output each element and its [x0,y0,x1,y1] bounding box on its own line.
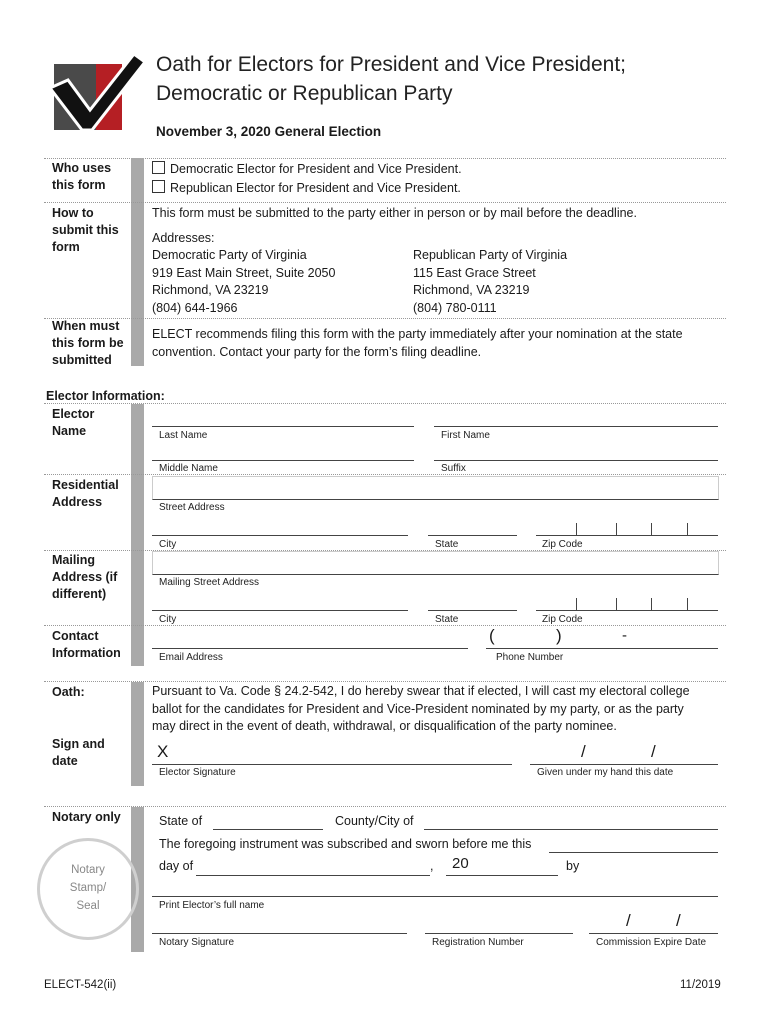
label-line: submitted [52,353,112,367]
zip-tick [687,523,688,535]
deadline-text [152,326,683,361]
address-line: Richmond, VA 23219 [413,283,530,297]
last-name-caption: Last Name [159,430,208,441]
suffix-caption: Suffix [441,463,466,474]
email-caption: Email Address [159,652,223,663]
title-line-1: Oath for Electors for President and Vice President; [156,53,627,76]
text-line: convention. Contact your party for the form’s filing deadline. [152,344,482,359]
when-must-label [52,318,124,369]
divider [44,681,726,682]
zip-tick [576,523,577,535]
zip-tick [576,598,577,610]
who-uses-label [52,160,111,194]
zip-code-field[interactable] [536,535,718,536]
page-title [156,50,626,108]
divider [44,202,726,203]
addresses-label: Addresses: [152,231,215,245]
elector-signature-field[interactable] [152,764,512,765]
elector-signature-caption: Elector Signature [159,767,236,778]
residential-address-label [52,477,119,511]
address-line: Richmond, VA 23219 [152,283,269,297]
label-line: Address (if [52,570,118,584]
mailing-address-label [52,552,117,603]
signature-x-mark: X [157,742,169,761]
label-line: Residential [52,478,119,492]
by-label: by [566,859,580,873]
address-line: Democratic Party of Virginia [152,248,307,262]
label-line: Address [52,495,103,509]
mailing-street-caption: Mailing Street Address [159,577,260,588]
foregoing-text: The foregoing instrument was subscribed and sworn before me this [159,837,532,851]
text-line: Pursuant to Va. Code § 24.2-542, I do hereby swear that if elected, I will cast my electoral college [152,684,690,698]
label-line: Mailing [52,553,96,567]
label-line: Name [52,424,87,438]
zip-code-caption: Zip Code [542,539,583,550]
registration-number-caption: Registration Number [432,937,524,948]
label-line: When must [52,319,120,333]
sign-and-date-label [52,736,105,770]
commission-expire-caption: Commission Expire Date [596,937,707,948]
label-line: this form be [52,336,124,350]
oath-text [152,683,690,736]
state-caption: State [435,539,459,550]
divider [44,474,726,475]
how-to-label [52,205,119,256]
text-line: may direct in the event of death, withdrawal, or disqualification of the party nominee. [152,719,617,733]
year-field[interactable] [446,875,558,876]
mailing-zip-field[interactable] [536,610,718,611]
contact-info-label [52,628,121,662]
zip-tick [616,598,617,610]
day-of-label: day of [159,859,194,873]
notary-seal-placeholder [37,838,139,940]
notary-only-label: Notary only [52,810,121,824]
commission-expire-field[interactable] [589,933,718,934]
republican-elector-option[interactable] [152,180,461,198]
phone-dash: - [622,627,627,644]
elector-info-heading: Elector Information: [46,389,165,403]
city-field[interactable] [152,535,408,536]
date-slash: / [651,742,656,761]
checkbox[interactable] [152,180,165,193]
middle-name-caption: Middle Name [159,463,218,474]
side-bar [131,404,144,666]
phone-caption: Phone Number [496,652,564,663]
mailing-zip-caption: Zip Code [542,614,583,625]
text-line: ELECT recommends filing this form with the party immediately after your nomination at the state [152,327,683,341]
seal-line: Stamp/ [69,882,107,894]
comma: , [430,859,434,873]
seal-line: Notary [71,864,105,876]
date-field[interactable] [530,764,718,765]
first-name-field[interactable] [434,426,718,427]
zip-tick [651,523,652,535]
commission-slash: / [626,911,631,930]
label-line: Who uses [52,161,112,175]
address-line: 115 East Grace Street [413,265,536,280]
state-of-label: State of [159,814,203,828]
side-bar [131,682,144,786]
option-label: Republican Elector for President and Vice President. [170,181,461,195]
label-line: different) [52,587,107,601]
option-label: Democratic Elector for President and Vice President. [170,162,462,176]
seal-line: Seal [76,900,100,912]
divider [44,625,726,626]
mailing-state-field[interactable] [428,610,517,611]
mailing-city-field[interactable] [152,610,408,611]
address-line: 919 East Main Street, Suite 2050 [152,265,336,280]
text-line: ballot for the candidates for President and Vice-President nominated by my party, or as the party [152,701,684,716]
street-address-field[interactable] [152,476,719,500]
mailing-state-caption: State [435,614,459,625]
address-line: Republican Party of Virginia [413,248,568,262]
middle-name-field[interactable] [152,460,414,461]
street-address-caption: Street Address [159,502,225,513]
divider [44,158,726,159]
divider [44,318,726,319]
mailing-city-caption: City [159,614,177,625]
title-line-2: Democratic or Republican Party [156,82,453,105]
phone-open-paren: ( [489,626,495,645]
date-caption: Given under my hand this date [537,767,674,778]
checkbox[interactable] [152,161,165,174]
democratic-elector-option[interactable] [152,161,462,179]
label-line: Sign and [52,737,105,751]
address-line: (804) 780-0111 [413,300,497,315]
zip-tick [651,598,652,610]
election-subtitle: November 3, 2020 General Election [156,124,382,139]
year-prefix: 20 [452,855,469,872]
elector-name-label [52,406,94,440]
month-field[interactable] [196,875,430,876]
county-city-label: County/City of [335,814,414,828]
date-slash: / [581,742,586,761]
label-line: How to [52,206,94,220]
suffix-field[interactable] [434,460,718,461]
address-line: (804) 644-1966 [152,300,238,315]
label-line: Contact [52,629,99,643]
email-field[interactable] [152,648,468,649]
divider [44,403,726,404]
label-line: Elector [52,407,95,421]
revision-date: 11/2019 [680,979,721,991]
republican-party-address [413,247,567,317]
democratic-party-address [152,247,335,317]
form-id: ELECT-542(ii) [44,979,117,991]
elect-logo [48,52,148,134]
zip-tick [687,598,688,610]
submission-text: This form must be submitted to the party either in person or by mail before the deadline. [152,206,637,220]
notary-state-field[interactable] [213,829,323,830]
side-bar [131,158,144,366]
zip-tick [616,523,617,535]
mailing-street-field[interactable] [152,551,719,575]
last-name-field[interactable] [152,426,414,427]
label-line: this form [52,178,106,192]
notary-signature-field[interactable] [152,933,407,934]
registration-number-field[interactable] [425,933,573,934]
label-line: Information [52,646,121,660]
county-city-field[interactable] [424,829,718,830]
city-caption: City [159,539,177,550]
commission-slash: / [676,911,681,930]
elector-full-name-field[interactable] [152,896,718,897]
print-name-caption: Print Elector’s full name [159,900,265,911]
day-field[interactable] [549,852,718,853]
notary-signature-caption: Notary Signature [159,937,235,948]
label-line: form [52,240,80,254]
oath-label: Oath: [52,685,85,699]
divider [44,806,726,807]
phone-field[interactable] [486,648,718,649]
first-name-caption: First Name [441,430,490,441]
label-line: date [52,754,78,768]
label-line: submit this [52,223,119,237]
state-field[interactable] [428,535,517,536]
phone-close-paren: ) [556,626,562,645]
